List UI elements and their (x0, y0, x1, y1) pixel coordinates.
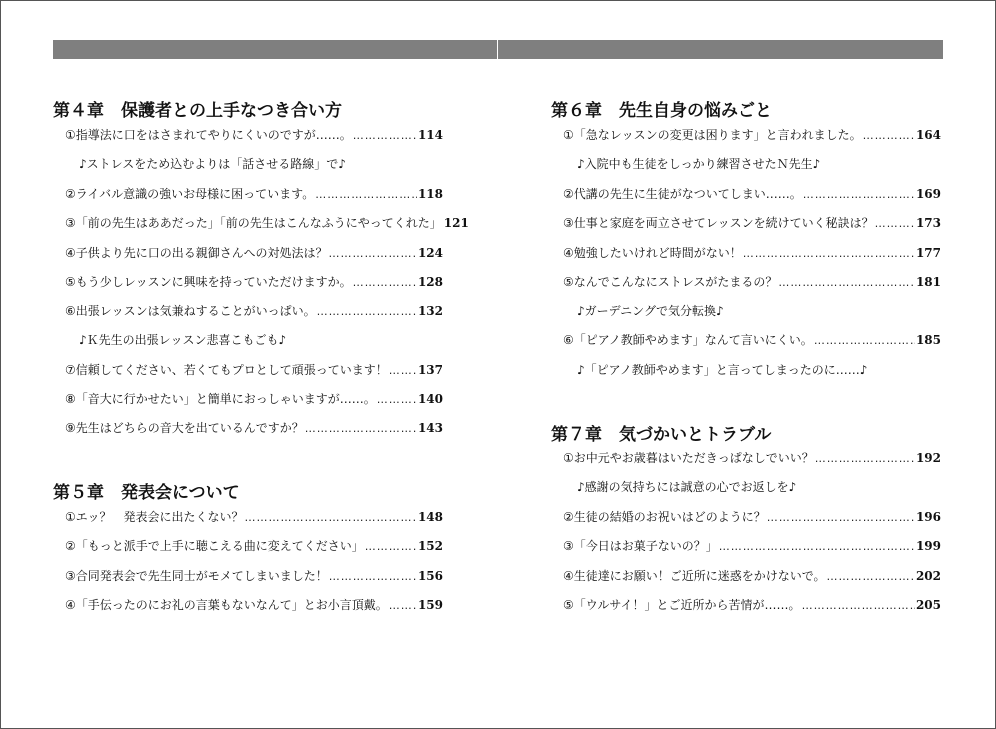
leader-dots (743, 247, 915, 260)
entry-title: ②「もっと派手で上手に聴こえる曲に変えてください」 (65, 539, 364, 553)
page-number: 192 (915, 451, 941, 465)
page-number: 124 (417, 246, 443, 260)
leader-dots (767, 511, 915, 524)
page-number: 205 (915, 598, 941, 612)
entry-title: ④子供より先に口の出る親御さんへの対処法は？ (65, 246, 328, 260)
entry-title: ②代講の先生に生徒がなついてしまい……。 (563, 187, 802, 201)
page-number: 185 (915, 333, 941, 347)
entry-title: ⑥「ピアノ教師やめます」なんて言いにくい。 (563, 333, 813, 347)
toc-entry[interactable] (65, 537, 443, 557)
entry-title: ④「手伝ったのにお礼の言葉もないなんて」とお小言頂戴。 (65, 598, 388, 612)
entry-title: ②生徒の結婚のお祝いはどのように？ (563, 510, 766, 524)
page-number: 181 (915, 275, 941, 289)
toc-entry[interactable] (563, 596, 941, 616)
entry-title: ④生徒達にお願い！ご近所に迷惑をかけないで。 (563, 569, 826, 583)
leader-dots (719, 540, 915, 553)
toc-entry[interactable] (65, 567, 443, 587)
entry-title: ⑨先生はどちらの音大を出ているんですか？ (65, 421, 304, 435)
page-number: 173 (915, 216, 941, 230)
toc-entry[interactable] (65, 361, 443, 381)
leader-dots (353, 129, 417, 142)
leader-dots (863, 129, 915, 142)
entry-title: ①「急なレッスンの変更は困ります」と言われました。 (563, 128, 862, 142)
sub-entry: ♪ガーデニングで気分転換♪ (577, 304, 724, 318)
leader-dots (329, 247, 417, 260)
toc-entry[interactable] (65, 596, 443, 616)
leader-dots (815, 452, 915, 465)
chapter-title: 第６章 先生自身の悩みごと (551, 101, 772, 121)
toc-entry[interactable] (65, 302, 443, 322)
toc-entry[interactable] (65, 214, 469, 234)
toc-entry[interactable] (65, 419, 443, 439)
entry-title: ②ライバル意識の強いお母様に困っています。 (65, 187, 315, 201)
chapter-title: 第５章 発表会について (53, 483, 240, 503)
toc-entry[interactable] (563, 508, 941, 528)
page-number: 140 (417, 392, 443, 406)
page-number: 202 (915, 569, 941, 583)
page-number: 143 (417, 421, 443, 435)
page-number: 164 (915, 128, 941, 142)
page-number: 121 (443, 216, 469, 230)
entry-title: ①エッ？ 発表会に出たくない？ (65, 510, 244, 524)
leader-dots (315, 188, 417, 201)
toc-entry[interactable] (563, 331, 941, 351)
entry-title: ⑦信頼してください、若くてもプロとして頑張っています！ (65, 363, 388, 377)
toc-entry[interactable] (65, 508, 443, 528)
entry-title: ④勉強したいけれど時間がない！ (563, 246, 742, 260)
page-number: 118 (417, 187, 443, 201)
leader-dots (329, 570, 417, 583)
entry-title: ⑧「音大に行かせたい」と簡単におっしゃいますが……。 (65, 392, 376, 406)
page-number: 196 (915, 510, 941, 524)
toc-entry[interactable] (563, 449, 941, 469)
page-number: 114 (417, 128, 443, 142)
page-number: 159 (417, 598, 443, 612)
toc-entry[interactable] (65, 185, 443, 205)
leader-dots (305, 422, 417, 435)
leader-dots (317, 305, 417, 318)
page-number: 156 (417, 569, 443, 583)
leader-dots (353, 276, 417, 289)
header-band-right (498, 40, 943, 59)
chapter-title: 第４章 保護者との上手なつき合い方 (53, 101, 342, 121)
page-number: 132 (417, 304, 443, 318)
toc-entry[interactable] (563, 214, 941, 234)
toc-entry[interactable] (563, 126, 941, 146)
toc-entry[interactable] (65, 244, 443, 264)
page-number: 128 (417, 275, 443, 289)
entry-title: ①お中元やお歳暮はいただきっぱなしでいい？ (563, 451, 814, 465)
entry-title: ③「前の先生はああだった」「前の先生はこんなふうにやってくれた」 (65, 216, 442, 230)
leader-dots (803, 188, 915, 201)
leader-dots (827, 570, 915, 583)
chapter-title: 第７章 気づかいとトラブル (551, 425, 772, 445)
entry-title: ⑥出張レッスンは気兼ねすることがいっぱい。 (65, 304, 316, 318)
entry-title: ③合同発表会で先生同士がモメてしまいました！ (65, 569, 328, 583)
page-number: 137 (417, 363, 443, 377)
header-band-left (53, 40, 497, 59)
toc-entry[interactable] (65, 273, 443, 293)
toc-entry[interactable] (563, 185, 941, 205)
page-number: 152 (417, 539, 443, 553)
leader-dots (389, 599, 417, 612)
leader-dots (814, 334, 915, 347)
sub-entry: ♪ストレスをため込むよりは「話させる路線」で♪ (79, 157, 346, 171)
toc-entry[interactable] (563, 537, 941, 557)
page-number: 177 (915, 246, 941, 260)
page-number: 169 (915, 187, 941, 201)
leader-dots (778, 276, 915, 289)
entry-title: ③仕事と家庭を両立させてレッスンを続けていく秘訣は？ (563, 216, 874, 230)
sub-entry: ♪入院中も生徒をしっかり練習させたＮ先生♪ (577, 157, 821, 171)
leader-dots (802, 599, 915, 612)
leader-dots (875, 217, 915, 230)
leader-dots (365, 540, 417, 553)
page-number: 199 (915, 539, 941, 553)
toc-entry[interactable] (65, 390, 443, 410)
entry-title: ⑤「ウルサイ！」とご近所から苦情が……。 (563, 598, 801, 612)
toc-entry[interactable] (563, 567, 941, 587)
sub-entry: ♪「ピアノ教師やめます」と言ってしまったのに……♪ (577, 363, 868, 377)
entry-title: ⑤もう少しレッスンに興味を持っていただけますか。 (65, 275, 352, 289)
leader-dots (377, 393, 417, 406)
sub-entry: ♪感謝の気持ちには誠意の心でお返しを♪ (577, 480, 797, 494)
entry-title: ③「今日はお菓子ないの？」 (563, 539, 718, 553)
leader-dots (245, 511, 417, 524)
page-number: 148 (417, 510, 443, 524)
toc-entry[interactable] (65, 126, 443, 146)
entry-title: ①指導法に口をはさまれてやりにくいのですが……。 (65, 128, 352, 142)
sub-entry: ♪Ｋ先生の出張レッスン悲喜こもごも♪ (79, 333, 287, 347)
toc-entry[interactable] (563, 244, 941, 264)
entry-title: ⑤なんでこんなにストレスがたまるの？ (563, 275, 778, 289)
leader-dots (389, 364, 417, 377)
toc-entry[interactable] (563, 273, 941, 293)
